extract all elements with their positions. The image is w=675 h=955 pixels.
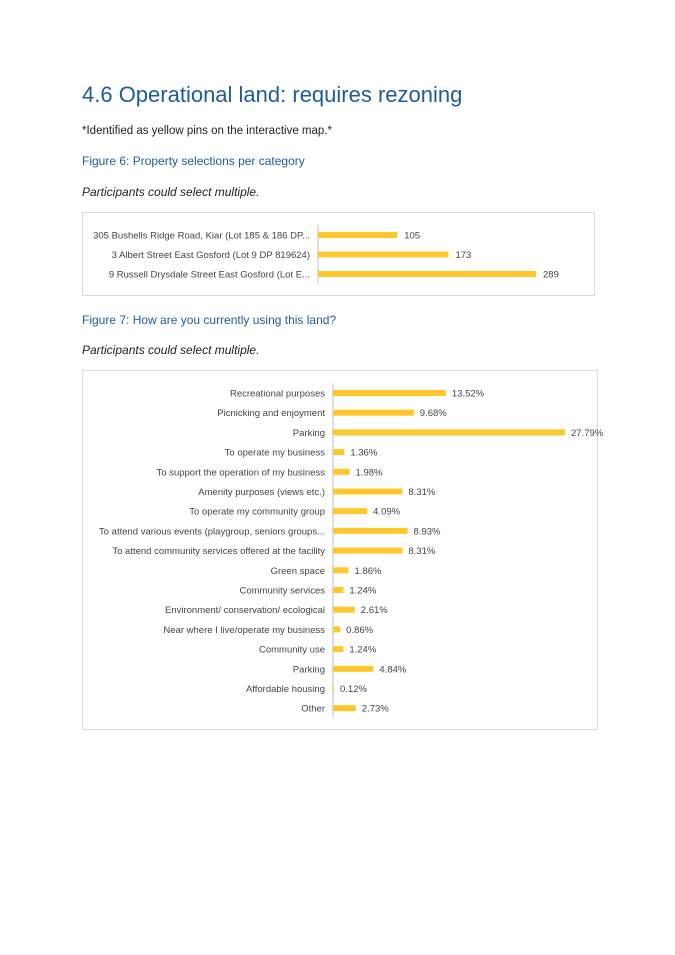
category-label: Green space (270, 565, 325, 577)
category-label: Other (301, 703, 325, 715)
bar (333, 587, 343, 593)
value-label: 13.52% (451, 388, 485, 400)
value-label: 289 (543, 269, 559, 281)
page-heading: 4.6 Operational land: requires rezoning (82, 82, 463, 107)
bar (333, 607, 355, 613)
value-label: 1.24% (349, 644, 377, 656)
bar (333, 548, 402, 554)
category-label: To operate my community group (189, 506, 325, 518)
bar (333, 390, 446, 396)
value-label: 4.09% (373, 506, 401, 518)
value-label: 173 (455, 250, 472, 261)
bar (333, 489, 402, 495)
bar (333, 429, 565, 435)
value-label: 4.84% (379, 664, 407, 676)
value-label: 1.98% (355, 467, 383, 479)
figure-7-note: Participants could select multiple. (82, 343, 260, 357)
bar (333, 686, 334, 692)
category-label: 3 Albert Street East Gosford (Lot 9 DP 819624) (111, 250, 310, 261)
value-label: 0.12% (340, 684, 367, 695)
bar (318, 252, 448, 258)
category-label: 305 Bushells Ridge Road, Kiar (Lot 185 & 186 DP... (93, 230, 310, 242)
value-label: 27.79% (571, 427, 604, 439)
bar (333, 646, 343, 652)
category-label: Amenity purposes (views etc.) (198, 487, 325, 498)
category-label: Community services (239, 585, 325, 597)
bar (333, 705, 356, 711)
bar (333, 528, 408, 534)
value-label: 105 (404, 230, 421, 242)
value-label: 2.73% (361, 703, 389, 715)
category-label: Environment/ conservation/ ecological (164, 605, 325, 617)
bar (318, 271, 536, 277)
figure-7-chart (83, 371, 604, 729)
category-label: 9 Russell Drysdale Street East Gosford (Lot E... (108, 269, 310, 281)
bar (333, 449, 344, 455)
category-label: To operate my business (224, 447, 325, 459)
category-label: Near where I live/operate my business (163, 624, 325, 636)
figure-6-chart (83, 213, 594, 295)
value-label: 8.31% (408, 546, 436, 558)
category-label: To attend community services offered at the facility (112, 546, 325, 558)
value-label: 2.61% (360, 605, 388, 617)
category-label: Recreational purposes (229, 388, 325, 400)
value-label: 0.86% (346, 624, 374, 636)
category-label: Parking (292, 427, 325, 439)
value-label: 8.93% (413, 526, 441, 538)
value-label: 1.86% (354, 565, 382, 577)
value-label: 1.24% (349, 585, 377, 597)
figure-7-title: Figure 7: How are you currently using this land? (82, 313, 337, 327)
value-label: 1.36% (350, 447, 378, 459)
figure-6-note: Participants could select multiple. (82, 185, 260, 199)
map-note: *Identified as yellow pins on the interactive map.* (82, 125, 332, 137)
bar (333, 626, 340, 632)
bar (333, 508, 367, 514)
bar (318, 232, 397, 238)
value-label: 8.31% (408, 487, 436, 498)
category-label: Community use (259, 644, 325, 656)
bar (333, 410, 414, 416)
figure-6-title: Figure 6: Property selections per category (82, 154, 305, 168)
figure-7-chart-box (82, 370, 604, 730)
category-label: Picnicking and enjoyment (217, 408, 325, 420)
category-label: To support the operation of my business (156, 467, 325, 479)
category-label: To attend various events (playgroup, seniors groups... (98, 526, 325, 538)
value-label: 9.68% (419, 408, 447, 420)
bar (333, 666, 373, 672)
bar (333, 469, 350, 475)
category-label: Parking (292, 664, 325, 676)
figure-6-chart-box (82, 212, 595, 296)
bar (333, 567, 349, 573)
category-label: Affordable housing (245, 684, 325, 695)
